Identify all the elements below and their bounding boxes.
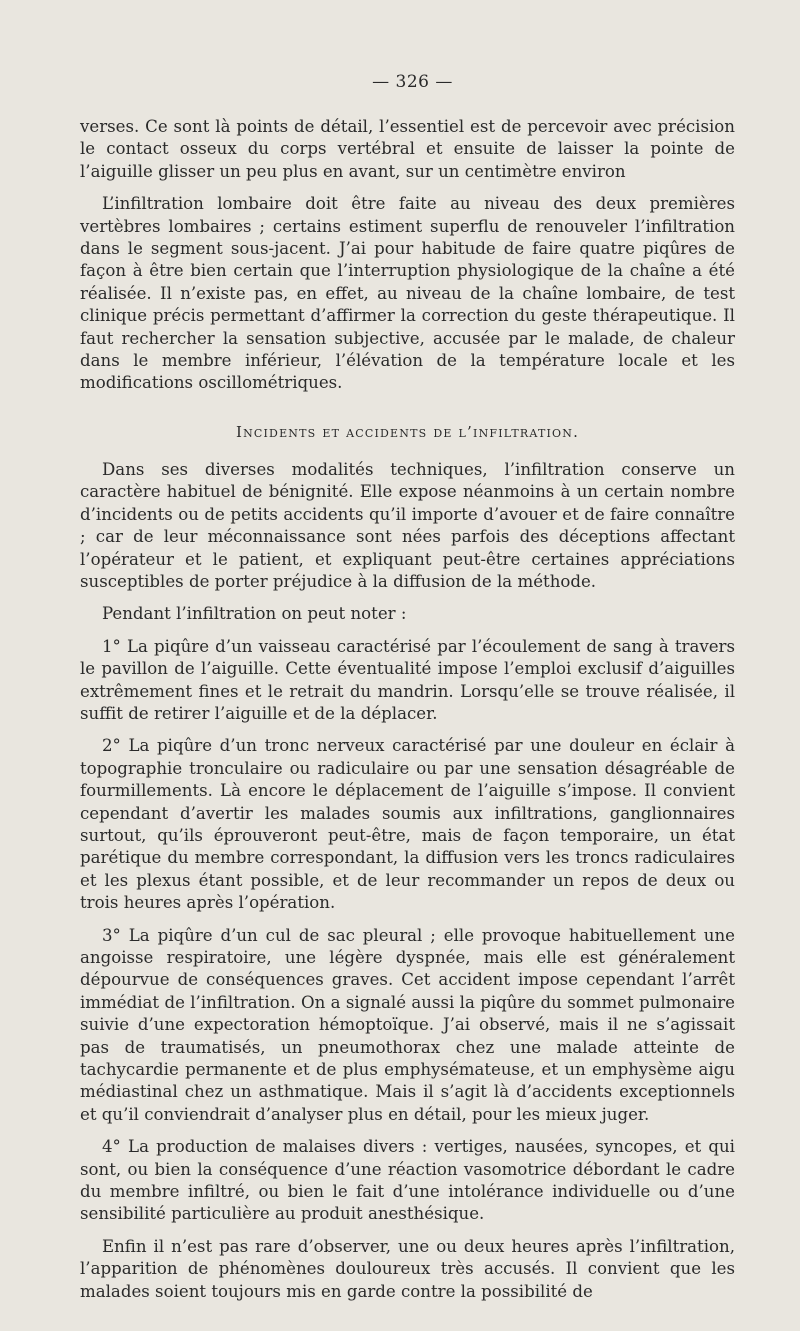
paragraph-during-infiltration: Pendant l’infiltration on peut noter :: [102, 604, 407, 624]
paragraph-item-3-pleura: 3° La piqûre d’un cul de sac pleural ; elle provoque habituellement une angoisse respiratoire, une légère dyspnée, mais elle est généralement dépourvue de conséquences graves. Cet accident impose cependant l’arrêt immédiat de l’infiltration. On a signalé aussi la piqûre du sommet pulmonaire suivie d’une expectoration hémoptoïque. J’ai observé, mais il ne s’agissait pas de traumatisés, un pneumothorax chez une malade atteinte de tachycardie permanente et de plus emphysémateuse, et un emphysème aigu médiastinal chez un asthmatique. Mais il s’agit là d’accidents exceptionnels et qu’il conviendrait d’analyser plus en détail, pour les mieux juger.: [80, 925, 735, 1124]
paragraph-lumbar-infiltration: L’infiltration lombaire doit être faite au niveau des deux premières vertèbres lombaires ; certains estiment superflu de renouveler l’infiltration dans le segment sous-jacent. J’ai pour habitude de faire quatre piqûres de façon à être bien certain que l’interruption physiologique de la chaîne a été réalisée. Il n’existe pas, en effet, au niveau de la chaîne lombaire, de test clinique précis permettant d’affirmer la correction du geste thérapeutique. Il faut rechercher la sensation subjective, accusée par le malade, de chaleur dans le membre inférieur, l’élévation de la température locale et les modifications oscillométriques.: [80, 194, 735, 393]
paragraph-continuation: verses. Ce sont là points de détail, l’essentiel est de percevoir avec précision le contact osseux du corps vertébral et ensuite de laisser la pointe de l’aiguille glisser un peu plus en avant, sur un centimètre environ: [80, 117, 735, 181]
paragraph-pain-after: Enfin il n’est pas rare d’observer, une ou deux heures après l’infiltration, l’apparition de phénomènes douloureux très accusés. Il convient que les malades soient toujours mis en garde contre la possibilité de: [80, 1236, 735, 1301]
section-heading: Incidents et accidents de l’infiltration.: [235, 422, 580, 441]
paragraph-item-1-vessel: 1° La piqûre d’un vaisseau caractérisé par l’écoulement de sang à travers le pavillon de l’aiguille. Cette éventualité impose l’emploi exclusif d’aiguilles extrêmement fines et le retrait du mandrin. Lorsqu’elle se trouve réalisée, il suffit de retirer l’aiguille et de la déplacer.: [80, 636, 735, 723]
page-number: — 326 —: [372, 72, 453, 92]
paragraph-benignity: Dans ses diverses modalités techniques, l’infiltration conserve un caractère habituel de bénignité. Elle expose néanmoins à un certain nombre d’incidents ou de petits accidents qu’il importe d’avouer et de faire connaître ; car de leur méconnaissance sont nées parfois des déceptions affectant l’opérateur et le patient, et expliquant peut-être certaines appréciations susceptibles de porter préjudice à la diffusion de la méthode.: [80, 459, 735, 591]
paragraph-item-4-malaise: 4° La production de malaises divers : vertiges, nausées, syncopes, et qui sont, ou bien la conséquence d’une réaction vasomotrice débordant le cadre du membre infiltré, ou bien le fait d’une intolérance individuelle ou d’une sensibilité particulière au produit anesthésique.: [80, 1137, 735, 1224]
paragraph-item-2-nerve: 2° La piqûre d’un tronc nerveux caractérisé par une douleur en éclair à topographie tronculaire ou radiculaire ou par une sensation désagréable de fourmillements. Là encore le déplacement de l’aiguille s’impose. Il convient cependant d’avertir les malades soumis aux infiltrations, ganglionnaires surtout, qu’ils éprouveront peut-être, mais de façon temporaire, un état parétique du membre correspondant, la diffusion vers les troncs radiculaires et les plexus étant possible, et de leur recommander un repos de deux ou trois heures après l’opération.: [80, 736, 735, 913]
